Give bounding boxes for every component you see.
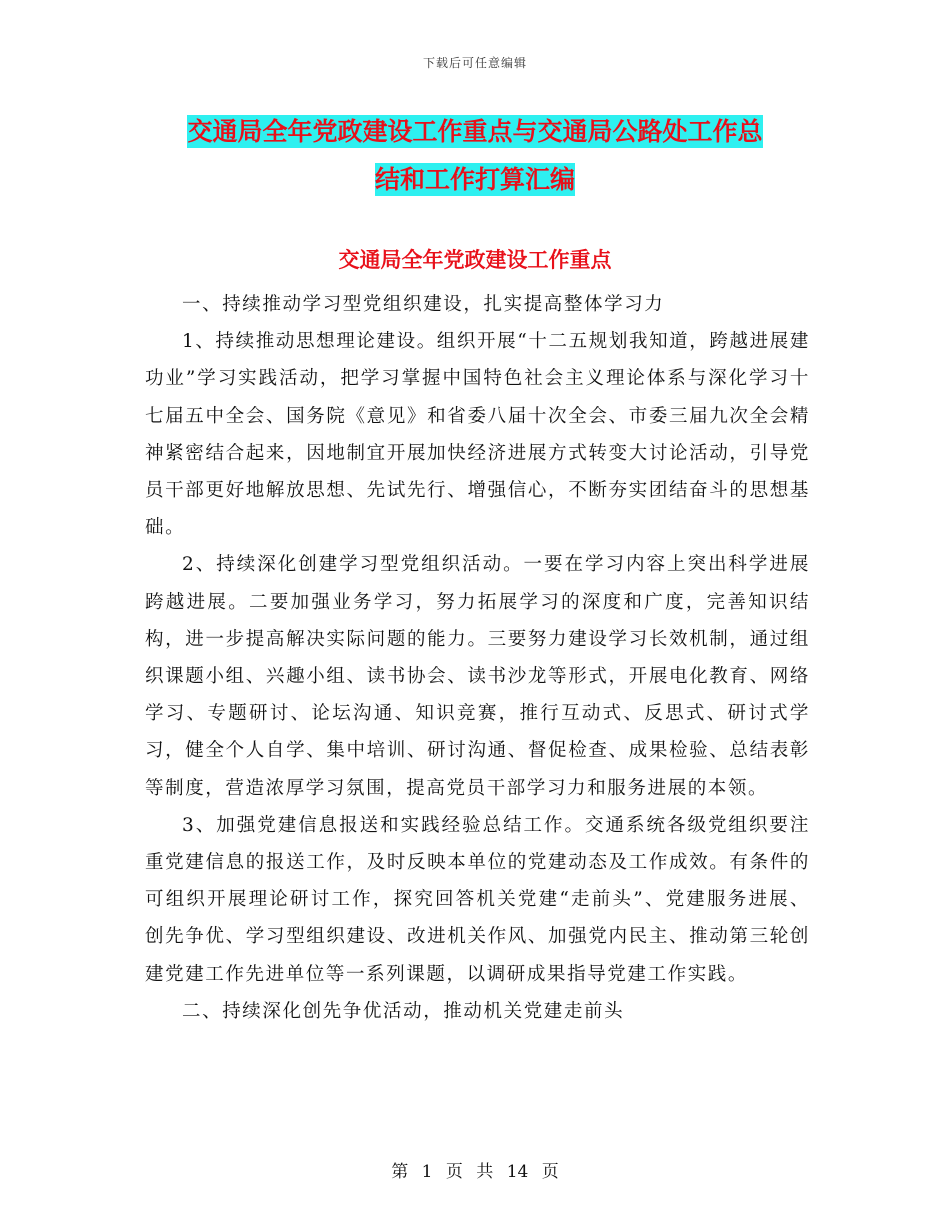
footer-page-prefix: 第 [391, 1162, 409, 1182]
page-footer [0, 1157, 950, 1182]
footer-page-mid: 页 [445, 1162, 463, 1182]
section-title: 交通局全年党政建设工作重点 [338, 248, 612, 272]
footer-page-number: 1 [421, 1162, 433, 1182]
header-note: 下载后可任意编辑 [422, 56, 527, 70]
title-line-2: 结和工作打算汇编 [374, 165, 575, 194]
paragraph-1: 1、持续推动思想理论建设。组织开展“十二五规划我知道，跨越进展建功业”学习实践活动，把学习掌握中国特色社会主义理论体系与深化学习十七届五中全会、国务院《意见》和省委八届十次全会、市委三届九次全会精神紧密结合起来，因地制宜开展加快经济进展方式转变大讨论活动，引导党员干部更好地解放思想、先试先行、增强信心，不断夯实团结奋斗的思想基础。 [145, 331, 810, 539]
paragraph-3: 3、加强党建信息报送和实践经验总结工作。交通系统各级党组织要注重党建信息的报送工作，及时反映本单位的党建动态及工作成效。有条件的可组织开展理论研讨工作，探究回答机关党建“走前头”、党建服务进展、创先争优、学习型组织建设、改进机关作风、加强党内民主、推动第三轮创建党建工作先进单位等一系列课题，以调研成果指导党建工作实践。 [145, 814, 810, 985]
title-line-1: 交通局全年党政建设工作重点与交通局公路处工作总 [187, 117, 763, 146]
footer-total-prefix: 共 [476, 1162, 494, 1182]
paragraph-2: 2、持续深化创建学习型党组织活动。一要在学习内容上突出科学进展跨越进展。二要加强业务学习，努力拓展学习的深度和广度，完善知识结构，进一步提高解决实际问题的能力。三要努力建设学习长效机制，通过组织课题小组、兴趣小组、读书协会、读书沙龙等形式，开展电化教育、网络学习、专题研讨、论坛沟通、知识竞赛，推行互动式、反思式、研讨式学习，健全个人自学、集中培训、研讨沟通、督促检查、成果检验、总结表彰等制度，营造浓厚学习氛围，提高党员干部学习力和服务进展的本领。 [145, 554, 810, 799]
footer-total-pages: 14 [506, 1162, 529, 1182]
paragraph-heading-1: 一、持续推动学习型党组织建设，扎实提高整体学习力 [182, 294, 665, 315]
footer-total-suffix: 页 [541, 1162, 559, 1182]
document-body [145, 286, 810, 1030]
paragraph-heading-2: 二、持续深化创先争优活动，推动机关党建走前头 [182, 1000, 625, 1022]
document-title [0, 108, 950, 204]
